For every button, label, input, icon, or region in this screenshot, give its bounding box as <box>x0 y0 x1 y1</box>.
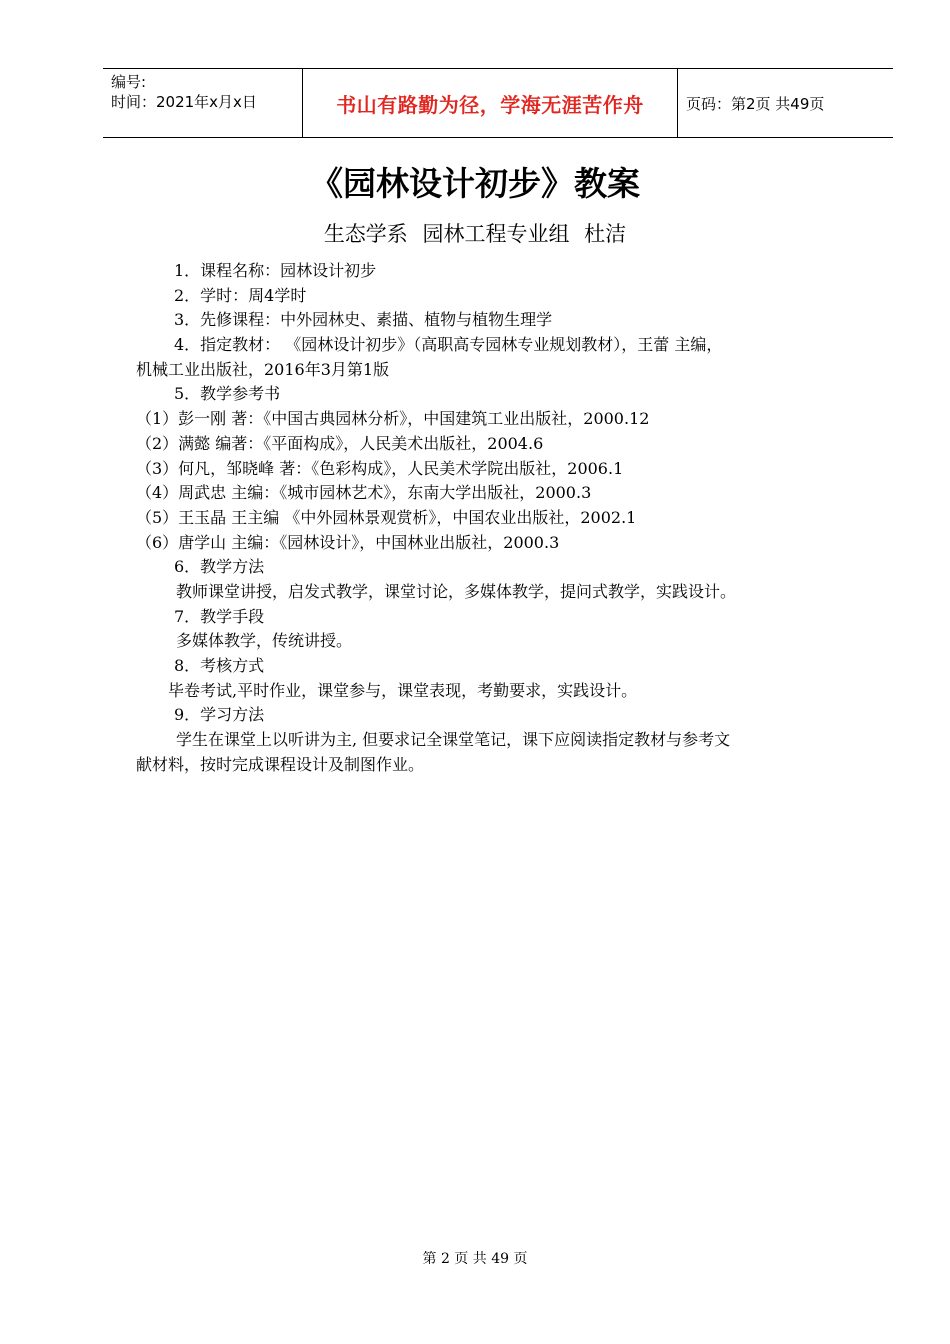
teaching-method-heading: 6．教学方法 <box>174 557 265 577</box>
motto: 书山有路勤为径，学海无涯苦作舟 <box>336 92 644 117</box>
hours-line: 2．学时：周4学时 <box>174 285 307 305</box>
textbook-line-cont: 机械工业出版社，2016年3月第1版 <box>136 359 390 379</box>
assessment-heading: 8．考核方式 <box>174 656 265 675</box>
document-subtitle: 生态学系 园林工程专业组 杜洁 <box>323 222 627 246</box>
header-motto-cell <box>303 69 678 137</box>
course-name-line: 1．课程名称：园林设计初步 <box>174 261 377 280</box>
time-label: 时间：2021年x月x日 <box>111 93 257 111</box>
header-page-cell <box>678 69 893 137</box>
header-table <box>103 68 893 138</box>
learning-method-text: 学生在课堂上以听讲为主, 但要求记全课堂笔记，课下应阅读指定教材与参考文 <box>176 730 731 750</box>
header-meta-cell <box>103 69 303 137</box>
learning-method-text-cont: 献材料，按时完成课程设计及制图作业。 <box>136 754 425 774</box>
document-body <box>136 259 846 777</box>
teaching-means-heading: 7．教学手段 <box>174 606 265 626</box>
prerequisites-line: 3．先修课程：中外园林史、素描、植物与植物生理学 <box>174 310 553 330</box>
page-footer: 第 2 页 共 49 页 <box>422 1251 528 1267</box>
reference-item: （2）满懿 编著：《平面构成》，人民美术出版社，2004.6 <box>136 433 544 453</box>
learning-method-heading: 9．学习方法 <box>174 705 265 725</box>
teaching-means-text: 多媒体教学，传统讲授。 <box>176 631 353 651</box>
reference-item: （5）王玉晶 王主编 《中外园林景观赏析》，中国农业出版社，2002.1 <box>136 507 637 527</box>
reference-item: （6）唐学山 主编：《园林设计》，中国林业出版社，2000.3 <box>136 532 560 552</box>
references-heading: 5．教学参考书 <box>174 384 281 404</box>
document-title: 《园林设计初步》教案 <box>310 164 640 203</box>
assessment-text: 毕卷考试,平时作业，课堂参与，课堂表现，考勤要求，实践设计。 <box>168 680 638 700</box>
textbook-line: 4．指定教材： 《园林设计初步》（高职高专园林专业规划教材），王蕾 主编， <box>174 335 723 355</box>
reference-item: （3）何凡，邹晓峰 著：《色彩构成》，人民美术学院出版社，2006.1 <box>136 458 624 478</box>
teaching-method-text: 教师课堂讲授，启发式教学，课堂讨论，多媒体教学，提问式教学，实践设计。 <box>176 581 737 601</box>
number-label: 编号: <box>111 73 147 91</box>
reference-item: （4）周武忠 主编：《城市园林艺术》，东南大学出版社，2000.3 <box>136 483 592 503</box>
page-label: 页码：第2页 共49页 <box>686 94 825 113</box>
reference-item: （1）彭一刚 著：《中国古典园林分析》，中国建筑工业出版社，2000.12 <box>136 409 650 429</box>
